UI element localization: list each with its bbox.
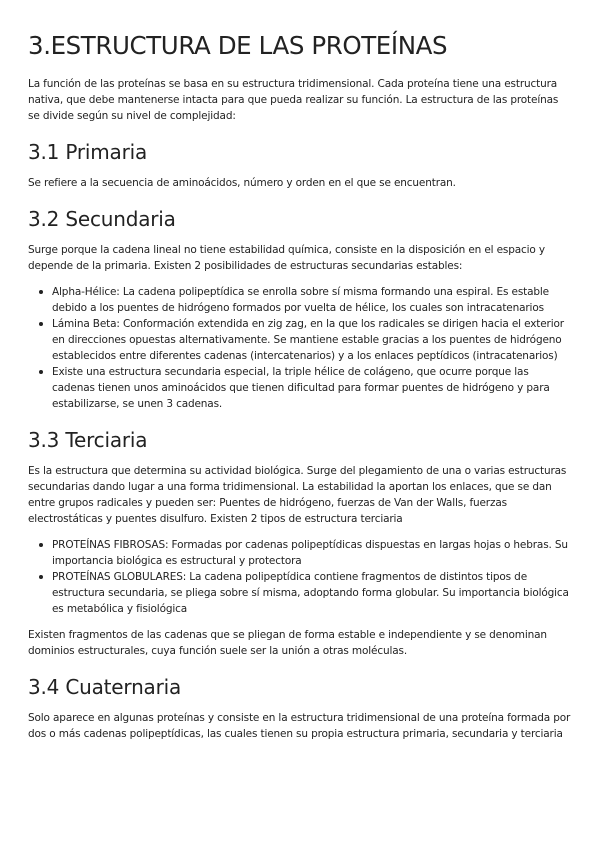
list-item [52, 569, 572, 617]
terciaria-paragraph: Es la estructura que determina su actividad biológica. Surge del plegamiento de una o varias estructuras secundarias dando lugar a una forma tridimensional. La estabilidad la aportan los enlaces, que se dan entre grupos radicales y pueden ser: Puentes de hidrógeno, fuerzas de Van der Walls, fuerzas electrostáticas y puentes disulfuro. Existen 2 tipos de estructura terciaria [28, 465, 567, 525]
list-item-text: PROTEÍNAS FIBROSAS: Formadas por cadenas polipeptídicas dispuestas en largas hojas o hebras. Su importancia biológica es estructural y protectora [52, 539, 568, 567]
section-heading-primaria: 3.1 Primaria [28, 140, 148, 164]
secundaria-paragraph: Surge porque la cadena lineal no tiene estabilidad química, consiste en la disposición en el espacio y depende de la primaria. Existen 2 posibilidades de estructuras secundarias estables: [28, 244, 545, 272]
list-item [52, 364, 572, 412]
secundaria-list [28, 284, 572, 412]
bullet-icon [39, 543, 43, 547]
section-heading-terciaria: 3.3 Terciaria [28, 428, 148, 452]
list-item-text: PROTEÍNAS GLOBULARES: La cadena polipeptídica contiene fragmentos de distintos tipos de estructura secundaria, se pliega sobre sí misma, adoptando forma globular. Su importancia biológica es metabólica y fisiológica [52, 571, 569, 615]
list-item [52, 316, 572, 364]
section-heading-secundaria: 3.2 Secundaria [28, 207, 176, 231]
bullet-icon [39, 290, 43, 294]
terciaria-list [28, 537, 572, 617]
cuaternaria-paragraph: Solo aparece en algunas proteínas y consiste en la estructura tridimensional de una proteína formada por dos o más cadenas polipeptídicas, las cuales tienen su propia estructura primaria, secundaria y terciaria [28, 712, 571, 740]
section-heading-cuaternaria: 3.4 Cuaternaria [28, 675, 182, 699]
list-item [52, 284, 572, 316]
intro-paragraph: La función de las proteínas se basa en su estructura tridimensional. Cada proteína tiene una estructura nativa, que debe mantenerse intacta para que pueda realizar su función. La estructura de las proteínas se divide según su nivel de complejidad: [28, 78, 559, 122]
list-item [52, 537, 572, 569]
bullet-icon [39, 575, 43, 579]
terciaria-closing-paragraph: Existen fragmentos de las cadenas que se pliegan de forma estable e independiente y se denominan dominios estructurales, cuya función suele ser la unión a otras moléculas. [28, 629, 547, 657]
page-title: 3.ESTRUCTURA DE LAS PROTEÍNAS [28, 31, 448, 60]
bullet-icon [39, 322, 43, 326]
bullet-icon [39, 370, 43, 374]
list-item-text: Alpha-Hélice: La cadena polipeptídica se enrolla sobre sí misma formando una espiral. Es estable debido a los puentes de hidrógeno formados por vuelta de hélice, los cuales son intracatenarios [52, 286, 549, 314]
list-item-text: Lámina Beta: Conformación extendida en zig zag, en la que los radicales se dirigen hacia el exterior en direcciones opuestas alternativamente. Se mantiene estable gracias a los puentes de hidrógeno establecidos entre diferentes cadenas (intercatenarios) y a los enlaces peptídicos (intracatenarios) [52, 318, 564, 362]
list-item-text: Existe una estructura secundaria especial, la triple hélice de colágeno, que ocurre porque las cadenas tienen unos aminoácidos que tienen dificultad para formar puentes de hidrógeno y para estabilizarse, se unen 3 cadenas. [52, 366, 550, 410]
primaria-paragraph: Se refiere a la secuencia de aminoácidos, número y orden en el que se encuentran. [28, 177, 456, 189]
